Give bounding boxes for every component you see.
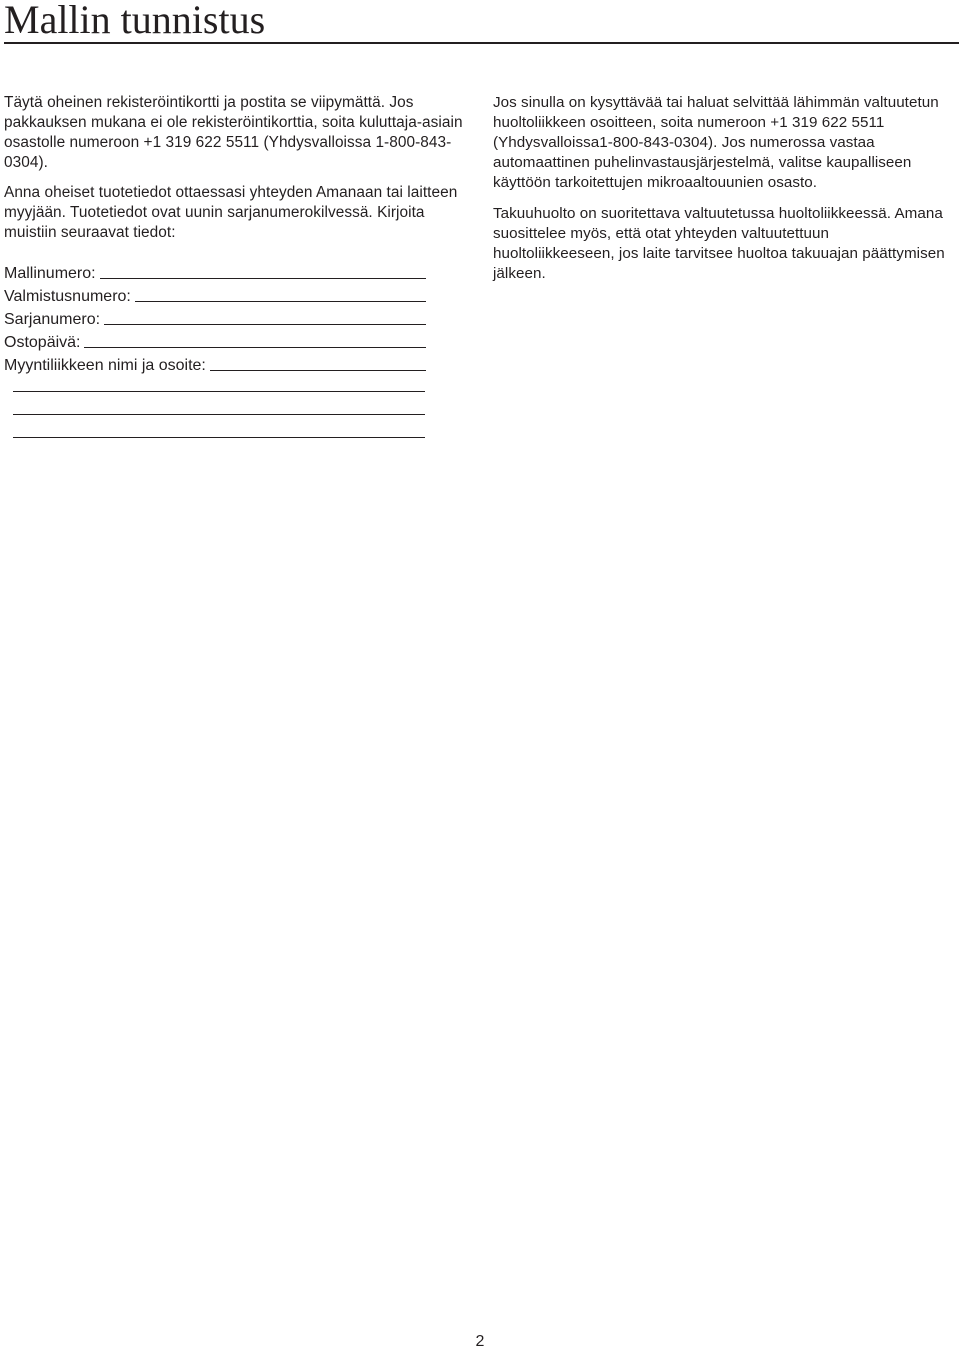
dealer-address-blank-1 (13, 391, 425, 392)
right-column (493, 93, 953, 284)
dealer-address-blank-2 (13, 414, 425, 415)
serial-number-blank (104, 324, 426, 325)
serial-number-label: Sarjanumero: (4, 311, 101, 328)
page-title: Mallin tunnistus (4, 0, 266, 42)
dealer-address-blank-3 (13, 437, 425, 438)
model-number-field (4, 261, 426, 284)
product-info-form (4, 261, 426, 376)
service-contact-paragraph: Jos sinulla on kysyttävää tai haluat selvittää lähimmän valtuutetun huoltoliikkeen osoitteen, soita numeroon +1 319 622 5511 (Yhdysvalloissa1-800-843-0304). Jos numerossa vastaa automaattinen puhelinvastausjärjestelmä, valitse kaupalliseen käyttöön tarkoitettujen mikroaaltouunien osasto. (493, 94, 939, 191)
page-number: 2 (475, 1333, 485, 1350)
model-number-label: Mallinumero: (4, 265, 96, 282)
warranty-service-paragraph: Takuuhuolto on suoritettava valtuutetussa huoltoliikkeessä. Amana suosittelee myös, että otat yhteyden valtuutettuun huoltoliikkeeseen, jos laite tarvitsee huoltoa takuuajan päättymisen jälkeen. (493, 205, 945, 282)
model-number-blank (100, 278, 426, 279)
manufacturing-number-field (4, 284, 426, 307)
dealer-field (4, 353, 426, 376)
left-column (4, 93, 474, 243)
dealer-blank (210, 370, 426, 371)
manufacturing-number-label: Valmistusnumero: (4, 288, 131, 305)
registration-paragraph: Täytä oheinen rekisteröintikortti ja postita se viipymättä. Jos pakkauksen mukana ei ole rekisteröintikorttia, soita kuluttaja-asiain osastolle numeroon +1 319 622 5511 (Yhdysvalloissa 1-800-843-0304). (4, 94, 463, 171)
purchase-date-blank (84, 347, 426, 348)
serial-number-field (4, 307, 426, 330)
product-info-paragraph: Anna oheiset tuotetiedot ottaessasi yhteyden Amanaan tai laitteen myyjään. Tuotetiedot ovat uunin sarjanumerokilvessä. Kirjoita muistiin seuraavat tiedot: (4, 184, 458, 241)
dealer-label: Myyntiliikkeen nimi ja osoite: (4, 357, 206, 374)
purchase-date-field (4, 330, 426, 353)
purchase-date-label: Ostopäivä: (4, 334, 81, 351)
manufacturing-number-blank (135, 301, 426, 302)
title-divider (4, 42, 959, 44)
